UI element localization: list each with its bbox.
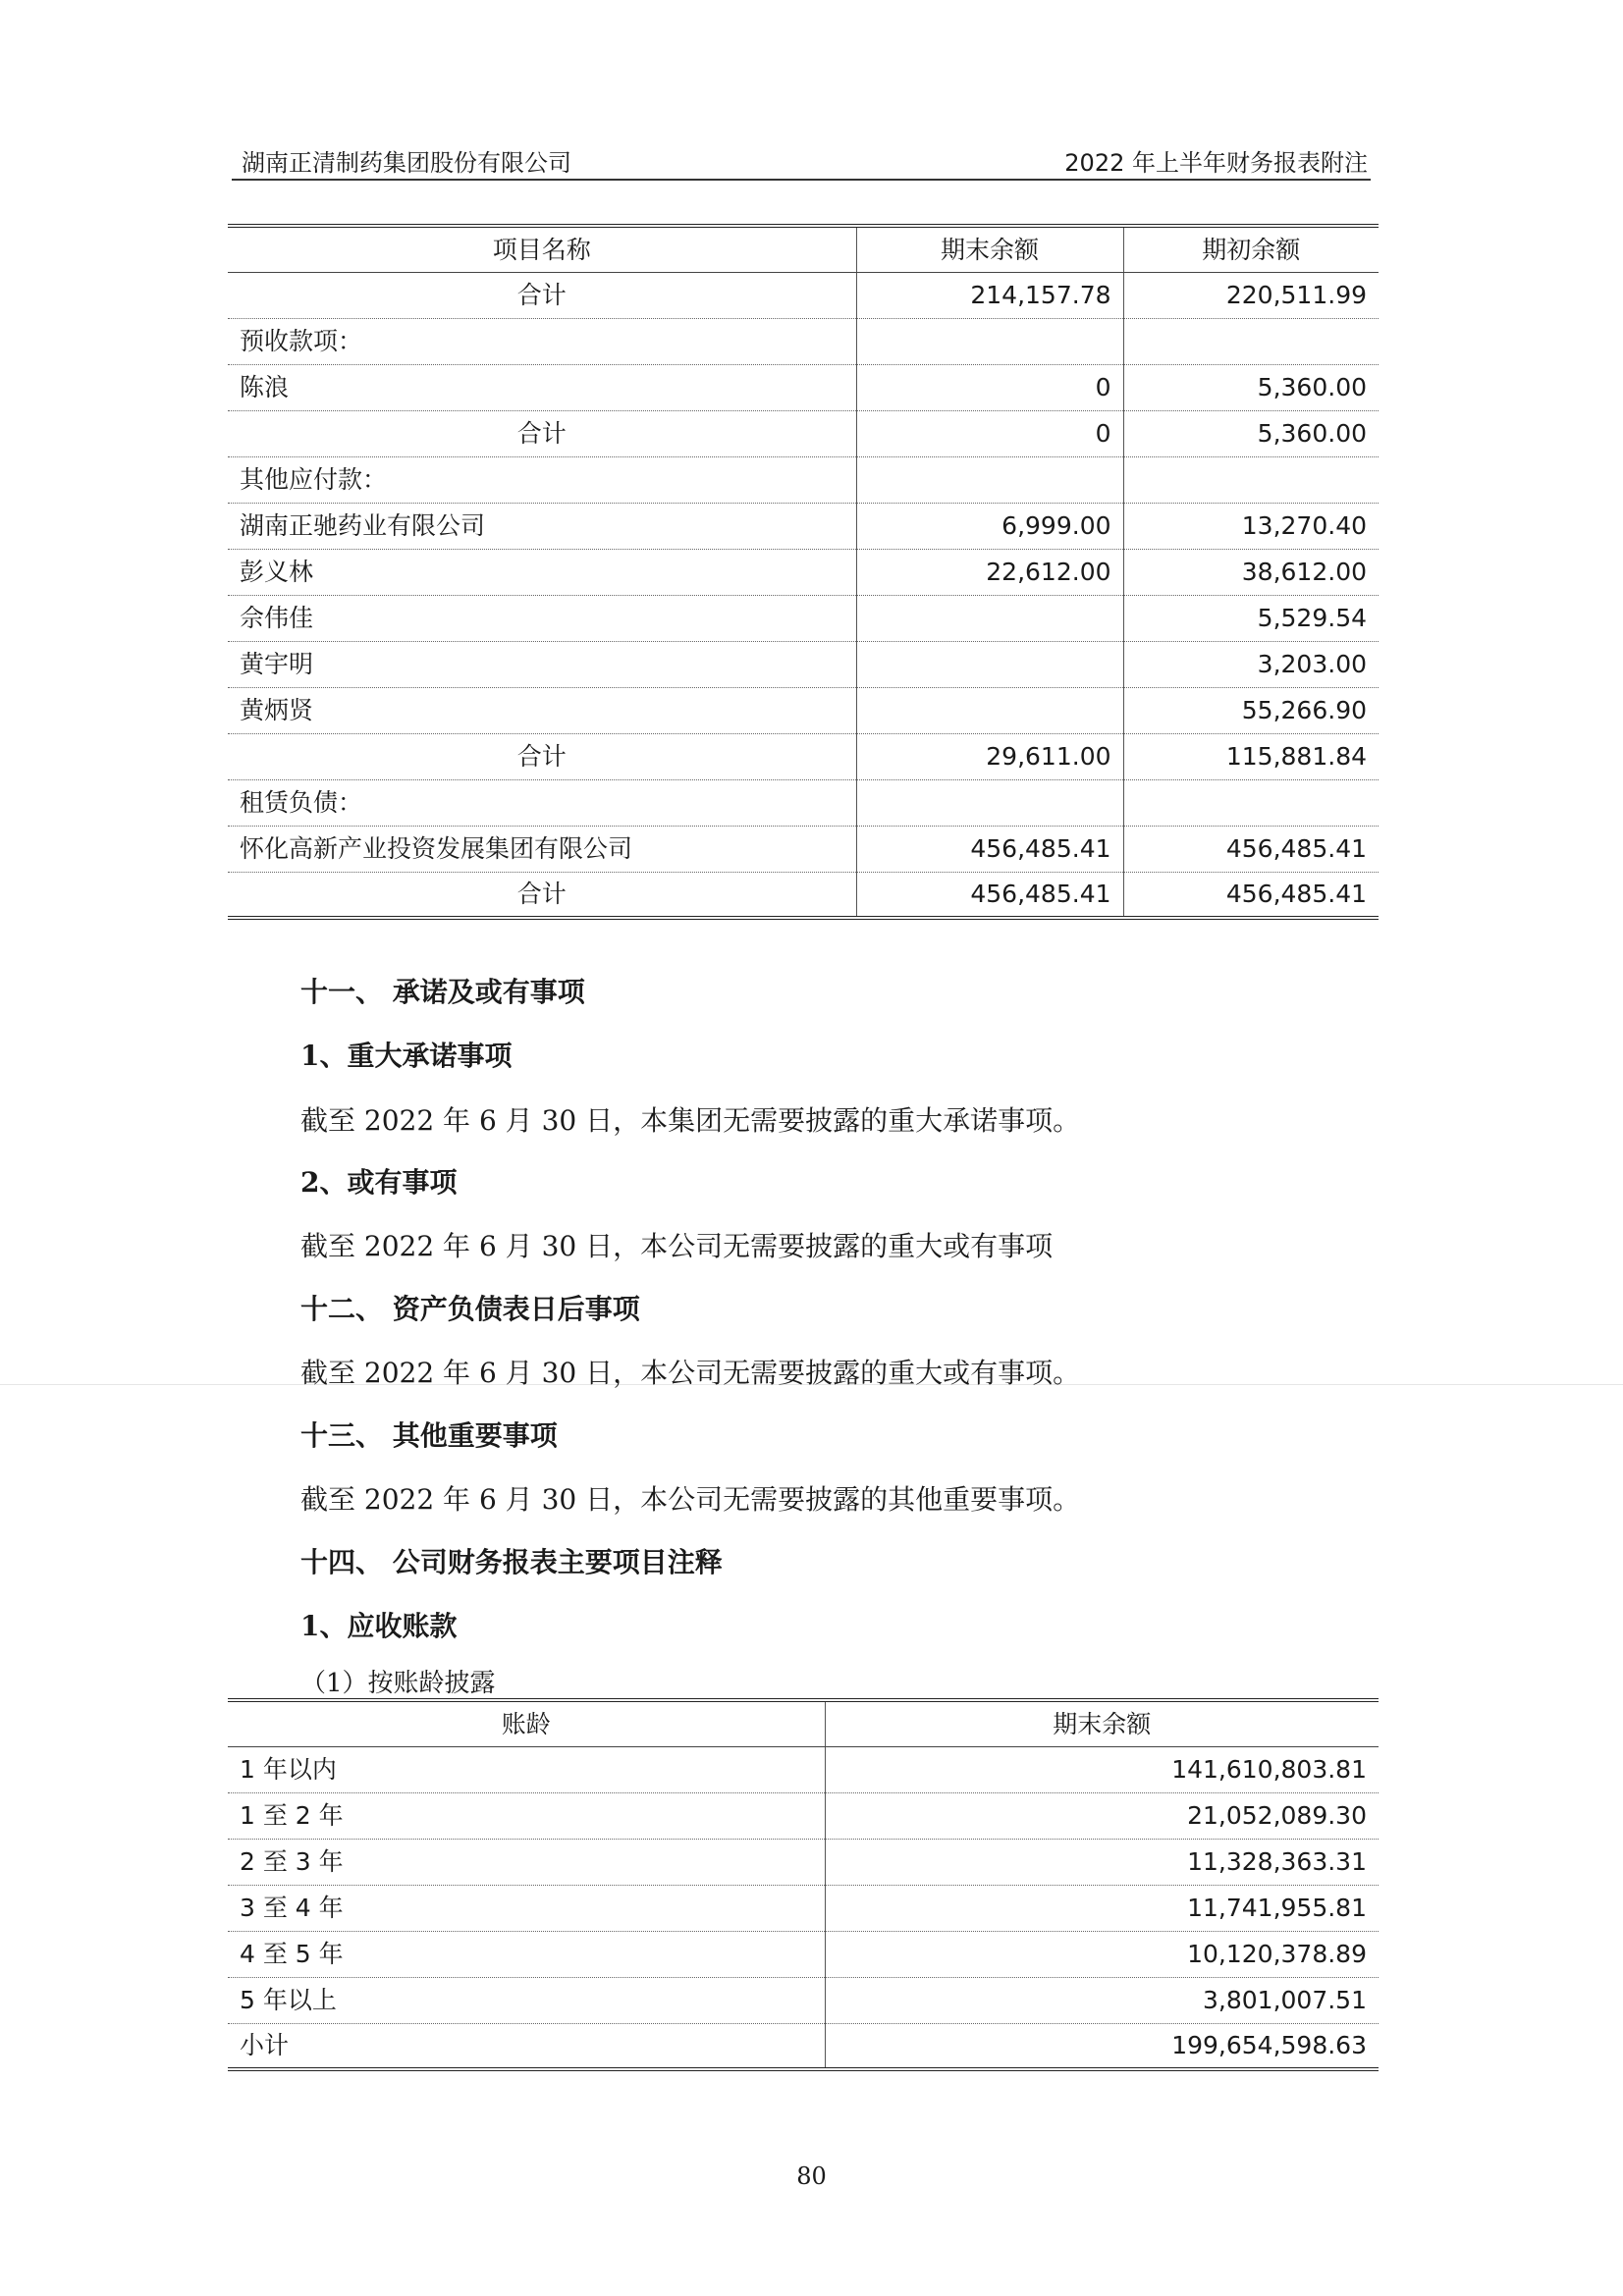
- table-row: [228, 410, 1379, 456]
- table-row: [228, 503, 1379, 549]
- table-row: [228, 364, 1379, 410]
- row-ending: [856, 318, 1123, 364]
- table-row: [228, 456, 1379, 503]
- row-ending: 21,052,089.30: [825, 1792, 1379, 1839]
- row-ending: 456,485.41: [856, 872, 1123, 918]
- row-opening: [1123, 318, 1379, 364]
- header-rule: [232, 179, 1371, 181]
- table-row: [228, 318, 1379, 364]
- row-opening: 456,485.41: [1123, 826, 1379, 872]
- col-header-ending: 期末余额: [825, 1700, 1379, 1746]
- table-row: [228, 1839, 1379, 1885]
- table-row: [228, 1792, 1379, 1839]
- table-row: [228, 687, 1379, 733]
- row-ending: 199,654,598.63: [825, 2023, 1379, 2069]
- row-name: 合计: [228, 410, 856, 456]
- section-14-title: 十四、 公司财务报表主要项目注释: [300, 1546, 723, 1578]
- table-row: [228, 1885, 1379, 1931]
- row-ending: [856, 641, 1123, 687]
- row-name: 怀化高新产业投资发展集团有限公司: [228, 826, 856, 872]
- row-aging: 3 至 4 年: [228, 1885, 825, 1931]
- row-name: 彭义林: [228, 549, 856, 595]
- row-ending: 11,328,363.31: [825, 1839, 1379, 1885]
- row-ending: 22,612.00: [856, 549, 1123, 595]
- page-number: 80: [796, 2163, 827, 2190]
- row-name: 湖南正驰药业有限公司: [228, 503, 856, 549]
- row-ending: [856, 595, 1123, 641]
- row-aging: 5 年以上: [228, 1977, 825, 2023]
- row-ending: [856, 687, 1123, 733]
- balance-table: [228, 224, 1379, 920]
- section-14-1-title: 1、应收账款: [300, 1610, 458, 1642]
- row-opening: [1123, 779, 1379, 826]
- col-header-aging: 账龄: [228, 1700, 825, 1746]
- row-opening: 5,360.00: [1123, 364, 1379, 410]
- table-row: [228, 549, 1379, 595]
- row-opening: 5,360.00: [1123, 410, 1379, 456]
- table-row: [228, 826, 1379, 872]
- section-11-2-text: 截至 2022 年 6 月 30 日，本公司无需要披露的重大或有事项: [300, 1230, 1054, 1262]
- row-opening: 55,266.90: [1123, 687, 1379, 733]
- row-aging: 4 至 5 年: [228, 1931, 825, 1977]
- row-name: 预收款项：: [228, 318, 856, 364]
- row-opening: 456,485.41: [1123, 872, 1379, 918]
- row-opening: 38,612.00: [1123, 549, 1379, 595]
- row-name: 黄宇明: [228, 641, 856, 687]
- row-aging: 1 至 2 年: [228, 1792, 825, 1839]
- section-11-1-text: 截至 2022 年 6 月 30 日，本集团无需要披露的重大承诺事项。: [300, 1104, 1081, 1137]
- row-ending: 456,485.41: [856, 826, 1123, 872]
- col-header-item: 项目名称: [228, 226, 856, 272]
- row-opening: 13,270.40: [1123, 503, 1379, 549]
- table-row: [228, 1746, 1379, 1792]
- row-opening: 220,511.99: [1123, 272, 1379, 318]
- row-name: 陈浪: [228, 364, 856, 410]
- row-aging: 2 至 3 年: [228, 1839, 825, 1885]
- row-aging: 小计: [240, 2031, 290, 2060]
- section-12-title: 十二、 资产负债表日后事项: [300, 1293, 640, 1325]
- row-ending: 141,610,803.81: [825, 1746, 1379, 1792]
- section-11-2-title: 2、或有事项: [300, 1166, 458, 1199]
- row-opening: 5,529.54: [1123, 595, 1379, 641]
- row-name: 合计: [228, 733, 856, 779]
- table-row: [228, 779, 1379, 826]
- table-row: [228, 2023, 1379, 2069]
- row-ending: 214,157.78: [856, 272, 1123, 318]
- table-row: [228, 595, 1379, 641]
- row-opening: [1123, 456, 1379, 503]
- section-11-title: 十一、 承诺及或有事项: [300, 976, 585, 1008]
- row-name: 其他应付款：: [228, 456, 856, 503]
- section-13-title: 十三、 其他重要事项: [300, 1419, 558, 1452]
- col-header-ending: 期末余额: [856, 226, 1123, 272]
- row-ending: [856, 779, 1123, 826]
- row-name: 租赁负债：: [228, 779, 856, 826]
- table-row: [228, 1931, 1379, 1977]
- section-11-1-title: 1、重大承诺事项: [300, 1040, 513, 1072]
- row-name: 佘伟佳: [228, 595, 856, 641]
- col-header-opening: 期初余额: [1123, 226, 1379, 272]
- row-name: 黄炳贤: [228, 687, 856, 733]
- table-header-row: [228, 1700, 1379, 1746]
- table-row: [228, 1977, 1379, 2023]
- row-ending: 0: [856, 364, 1123, 410]
- row-ending: 0: [856, 410, 1123, 456]
- table-row: [228, 272, 1379, 318]
- row-name: 合计: [516, 880, 567, 909]
- table-header-row: [228, 226, 1379, 272]
- row-aging: 1 年以内: [228, 1746, 825, 1792]
- section-14-1-subtitle: （1）按账龄披露: [300, 1669, 496, 1698]
- section-12-text: 截至 2022 年 6 月 30 日，本公司无需要披露的重大或有事项。: [300, 1357, 1081, 1389]
- row-ending: [856, 456, 1123, 503]
- aging-table: [228, 1698, 1379, 2071]
- report-title: 2022 年上半年财务报表附注: [1064, 149, 1368, 177]
- row-ending: 29,611.00: [856, 733, 1123, 779]
- table-row: [228, 641, 1379, 687]
- row-ending: 3,801,007.51: [825, 1977, 1379, 2023]
- table-row: [228, 872, 1379, 918]
- table-row: [228, 733, 1379, 779]
- row-name: 合计: [228, 272, 856, 318]
- section-13-text: 截至 2022 年 6 月 30 日，本公司无需要披露的其他重要事项。: [300, 1483, 1081, 1516]
- row-ending: 11,741,955.81: [825, 1885, 1379, 1931]
- row-ending: 10,120,378.89: [825, 1931, 1379, 1977]
- row-opening: 115,881.84: [1123, 733, 1379, 779]
- row-ending: 6,999.00: [856, 503, 1123, 549]
- company-name: 湖南正清制药集团股份有限公司: [242, 149, 571, 177]
- row-opening: 3,203.00: [1123, 641, 1379, 687]
